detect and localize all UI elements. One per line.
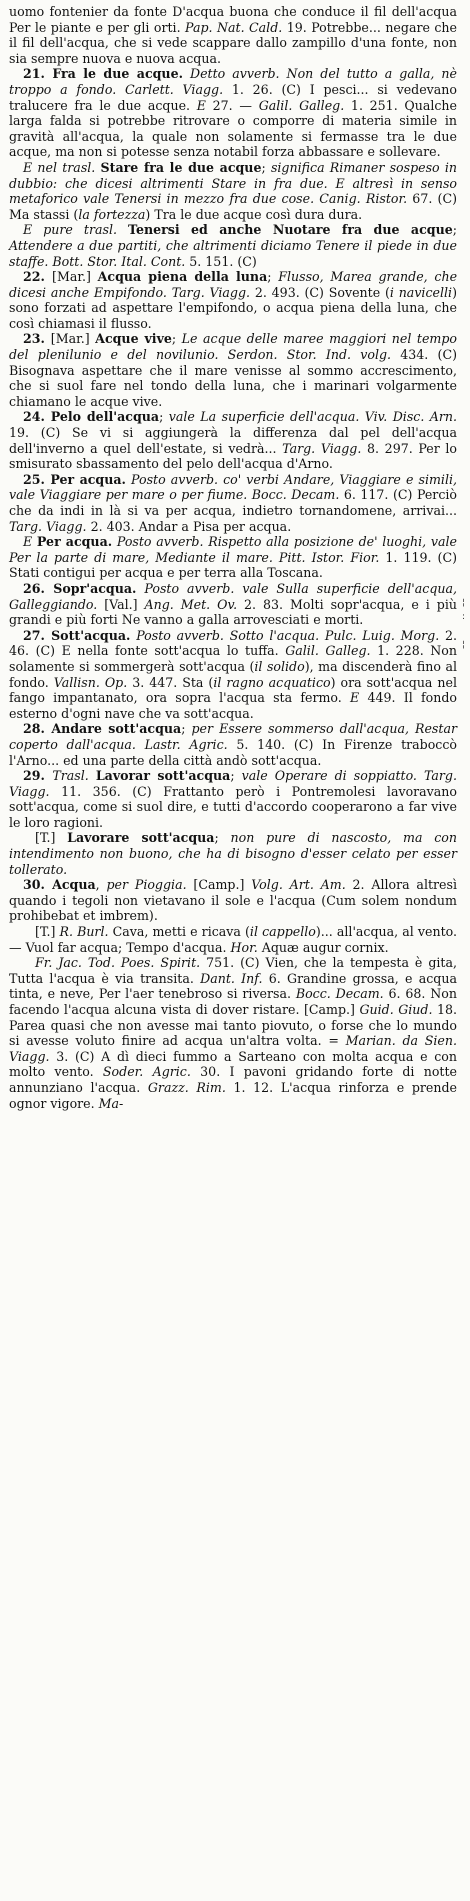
entry-italic-text: E [23,534,37,550]
entry-italic-text: E [350,690,360,706]
entry-text: 18. Parea quasi che non avesse mai tanto piovuto, o forse che lo mundo si avesse voluto finire ad acqua un'altra volta. = [9,1002,457,1049]
entry-text: 67. (C) Ma stassi ( [9,191,457,222]
entry-text: 434. (C) Bisognava aspettare che il mare venisse al sommo accrescimento, che si suol fare nel tondo della luna, che i marinari volgarmente chiamano le acque vive. [9,347,457,409]
margin-mark: ¦ [462,598,466,608]
entry-italic-text: Ma- [98,1095,124,1111]
entry-paragraph [9,768,457,830]
entry-text: 2. 46. (C) E nella fonte sott'acqua lo tuffa. [9,627,457,659]
entry-text: ) ora sott'acqua nel fango impantanato, ora sopra l'acqua sta fermo. [9,674,458,706]
entry-headword: Acqua [52,877,96,893]
entry-paragraph [9,534,457,581]
entry-text: [T.] [35,924,60,940]
entry-italic-text: Volg. Art. Am. [251,877,346,893]
entry-text: [Mar.] [52,269,98,285]
entry-text: 2. Allora altresì quando i tegoli non vietavano il sole e l'acqua (Cum solem nondum prohibebat et imbrem). [9,877,457,924]
entry-text: [Val.] [97,596,145,612]
entry-text [117,222,128,237]
entry-italic-text: E nel trasl. [23,159,96,175]
entry-headword: Per acqua. [50,471,126,487]
entry-paragraph [9,66,457,160]
entry-paragraph [9,4,457,66]
entry-text: 2. 493. (C) Sovente ( [250,284,390,300]
entry-italic-text: Targ. Viagg. [9,518,87,534]
entry-headword: Lavorare sott'acqua [67,830,215,846]
dictionary-entry-column [9,4,457,1111]
entry-headword: Pelo dell'acqua [50,409,160,425]
entry-text: [Mar.] [50,331,96,347]
entry-text: Aquæ augur cornix. [257,939,389,955]
entry-italic-text: significa Rimaner sospeso in dubbio: che dicesi altrimenti Stare in fra due. E altresì in senso metaforico vale Tenersi in mezzo fra due cose. Canig. Ristor. [9,159,458,207]
entry-italic-text: Ang. Met. Ov. [144,596,238,612]
entry-text: [Camp.] [186,877,252,893]
entry-italic-text: il cappello [249,924,316,940]
entry-text: ; [452,222,457,238]
entry-headword: 30. [23,877,53,893]
entry-italic-text: non pure di nascosto, ma con intendimento non buono, che ha di bisogno d'esser celato per esser tollerato. [9,830,458,877]
entry-italic-text: Marian. da Sien. Viagg. [9,1033,458,1064]
entry-headword: Andare sott'acqua [51,721,182,737]
entry-italic-text: Detto avverb. Non del tutto a galla, nè troppo a fondo. Carlett. Viagg. [9,66,457,97]
entry-text: 1. 26. (C) I pesci... si vedevano tralucere fra le due acque. [9,81,457,113]
entry-headword: 29. [23,768,53,784]
entry-text: 30. I pavoni gridando forte di notte annunziano l'acqua. [9,1064,457,1095]
entry-italic-text: Fr. Jac. Tod. Poes. Spirit. [35,955,201,971]
entry-headword: Acqua piena della luna [97,269,268,285]
entry-text: ; [261,159,271,175]
entry-text: 2. 83. Molti sopr'acqua, e i più grandi e più forti Ne vanno a galla arrovesciati e morti. [9,596,457,628]
entry-paragraph [9,222,457,269]
entry-text: 1. 251. Qualche larga falda si potrebbe ritrovare o comporre di materia simile in gravità all'acqua, la quale non solamente si fermasse tra le due acque, ma non si potesse senza notabil forza abbassare e sollevare. [9,97,457,160]
entry-paragraph [9,160,457,222]
entry-text: 8. 297. Per lo smisurato sbassamento del pelo dell'acqua d'Arno. [9,440,457,472]
entry-text: ; [230,768,242,784]
entry-text: 27. — [205,97,259,113]
entry-italic-text: la fortezza [78,206,146,222]
entry-text: ; [159,409,169,425]
entry-paragraph [9,924,457,955]
entry-headword: 26. [23,580,54,596]
entry-text: , [95,877,107,893]
entry-italic-text: Vallisn. Op. [53,674,128,690]
entry-italic-text: il ragno acquatico [213,674,331,690]
entry-headword: Lavorar sott'acqua [95,768,231,784]
entry-text: ) Tra le due acque così dura dura. [145,206,363,222]
entry-text [183,66,190,81]
entry-italic-text: Bocc. Decam. [295,986,384,1002]
entry-italic-text: Dant. Inf. [200,970,263,986]
entry-italic-text: Pap. Nat. Cald. [185,19,283,35]
entry-text: 6. Grandine grossa, e acqua tinta, e neve, Per l'aer tenebroso si riversa. [9,970,457,1002]
entry-italic-text: per Pioggia. [106,877,187,893]
entry-text: 11. 356. (C) Frattanto però i Pontremolesi lavoravano sott'acqua, come si suol dire, e tutti d'accordo cooperarono a far vive le loro ragioni. [9,783,457,830]
entry-headword: 25. [23,471,51,487]
entry-headword: 27. [23,627,52,643]
entry-paragraph [9,331,457,409]
entry-text: 5. 151. (C) [185,253,257,269]
entry-text: 1. 12. L'acqua rinforza e prende ognor vigore. [9,1079,458,1111]
entry-italic-text: Grazz. Rim. [147,1079,226,1095]
entry-text: 449. Il fondo esterno d'ogni nave che va sott'acqua. [9,690,457,721]
entry-paragraph [9,409,457,471]
entry-text: ), ma discenderà fino al fondo. [9,658,457,690]
entry-italic-text: il solido [254,658,305,674]
entry-text: ) sono forzati ad aspettare l'empifondo, o acqua piena della luna, che così chiamasi il flusso. [9,284,457,331]
entry-headword: 23. [23,331,51,347]
entry-text: 19. (C) Se vi si aggiungerà la differenza dal pel dell'acqua dell'inverno a quel dell'estate, si vedrà... [9,425,457,456]
entry-headword: Acque vive [95,331,172,347]
entry-paragraph [9,721,457,768]
entry-text: 5. 140. (C) In Firenze traboccò l'Arno... ed una parte della città andò sott'acqua. [9,736,457,768]
entry-paragraph [9,581,457,628]
entry-italic-text: Le acque delle maree maggiori nel tempo del plenilunio e del novilunio. Serdon. Stor. Ind. volg. [9,331,457,363]
entry-italic-text: Posto avverb. Sotto l'acqua. Pulc. Luig. Morg. [136,627,440,643]
entry-italic-text: vale Operare di soppiatto. Targ. Viagg. [9,768,457,799]
entry-text: 19. Potrebbe... negare che il fil dell'acqua, che si vede scappare dallo zampillo d'una fonte, non sia sempre nuova e nuova acqua. [9,19,457,66]
entry-text [89,768,96,783]
entry-italic-text: E pure trasl. [23,222,117,238]
entry-text: 751. (C) Vien, che la tempesta è gita, Tutta l'acqua è via transita. [9,955,457,986]
entry-headword: 24. [23,409,51,425]
entry-headword: 22. [23,269,53,285]
entry-text: 6. 117. (C) Perciò che da indi in là si va per acqua, indietro tornandomene, arrivai... [9,487,457,518]
entry-italic-text: per Essere sommerso dall'acqua, Restar coperto dall'acqua. Lastr. Agric. [9,721,457,752]
entry-italic-text: Hor. [230,939,258,955]
entry-text: uomo fontenier da fonte D'acqua buona che conduce il fil dell'acqua Per le piante e per gli orti. [9,4,457,35]
entry-paragraph [9,955,457,1111]
entry-text: ; [171,331,182,347]
margin-mark: ¦ [462,640,466,650]
entry-text: [T.] [35,830,68,846]
entry-text: 3. 447. Sta ( [127,674,214,690]
entry-text: ; [181,721,192,737]
margin-mark: : [462,612,466,622]
entry-italic-text: Guid. Giud. [359,1002,433,1017]
entry-headword: Per acqua. [36,534,113,550]
entry-paragraph [9,472,457,534]
entry-italic-text: E [196,97,206,113]
entry-paragraph [9,877,457,924]
entry-italic-text: Galil. Galleg. [285,643,371,659]
entry-italic-text: i navicelli [389,284,453,300]
entry-italic-text: Posto avverb. vale Sulla superficie dell'acqua, Galleggiando. [9,580,458,612]
entry-headword: 21. [23,66,53,82]
entry-headword: 28. [23,721,52,737]
entry-italic-text: Attendere a due partiti, che altrimenti diciamo Tenere il piede in due staffe. Bott. Stor. Ital. Cont. [9,237,457,269]
entry-paragraph [9,628,457,722]
entry-italic-text: Soder. Agric. [102,1064,191,1080]
entry-italic-text: vale La superficie dell'acqua. Viv. Disc. Arn. [168,409,458,425]
entry-italic-text: Galil. Galleg. [258,97,345,113]
entry-italic-text: Flusso, Marea grande, che dicesi anche Empifondo. Targ. Viagg. [9,269,458,300]
entry-italic-text: Posto avverb. Rispetto alla posizione de' luoghi, vale Per la parte di mare, Mediante il mare. Pitt. Istor. Fior. [9,534,457,565]
entry-text: 1. 228. Non solamente si sommergerà sott'acqua ( [9,643,457,674]
entry-text: 2. 403. Andar a Pisa per acqua. [86,518,292,534]
entry-text: ; [214,830,231,846]
entry-italic-text: R. Burl. [59,924,109,940]
entry-text: 3. (C) A dì dieci fummo a Sarteano con molta acqua e con molto vento. [9,1048,457,1080]
entry-italic-text: Targ. Viagg. [282,440,362,456]
entry-text: 1. 119. (C) Stati contigui per acqua e per terra alla Toscana. [9,549,457,581]
entry-italic-text: Trasl. [52,768,89,784]
entry-headword: Tenersi ed anche Nuotare fra due acque [128,222,453,238]
entry-paragraph [9,269,457,331]
entry-text: Cava, metti e ricava ( [108,924,250,940]
entry-text: 6. 68. Non facendo l'acqua alcuna vista di dover ristare. [Camp.] [9,986,457,1017]
entry-text: ; [267,269,279,285]
entry-italic-text: Posto avverb. co' verbi Andare, Viaggiare e simili, vale Viaggiare per mare o per fiume. Bocc. Decam. [9,471,458,503]
entry-paragraph [9,830,457,877]
entry-headword: Sopr'acqua. [53,580,137,596]
entry-headword: Fra le due acque. [52,66,183,82]
entry-headword: Sott'acqua. [51,627,131,643]
entry-text: )... all'acqua, al vento. — Vuol far acqua; Tempo d'acqua. [9,924,457,955]
entry-headword: Stare fra le due acque [100,159,262,175]
